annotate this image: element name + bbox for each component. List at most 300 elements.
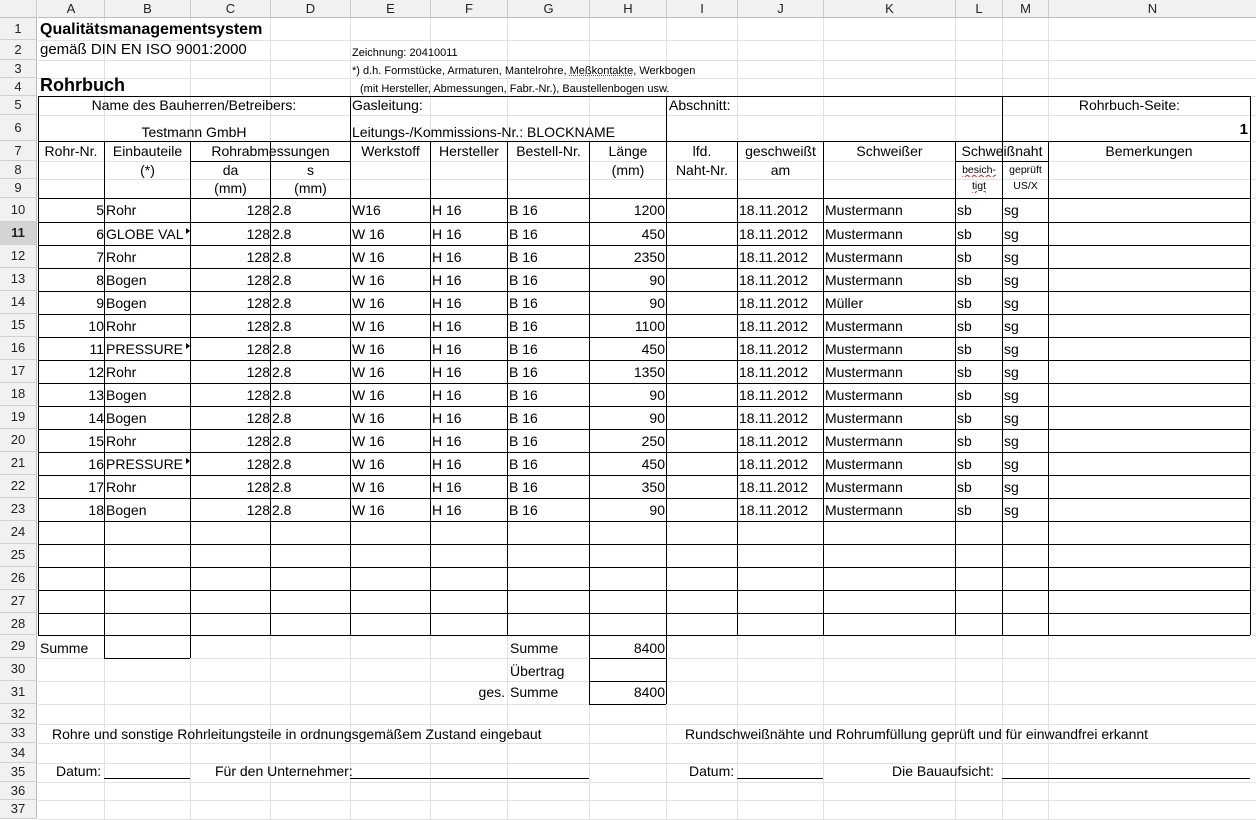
cell-einbauteil[interactable]: Rohr bbox=[106, 364, 137, 380]
cell-hersteller[interactable]: H 16 bbox=[432, 202, 462, 218]
cell-rohr-nr[interactable]: 18 bbox=[88, 502, 104, 518]
cell-bestell-nr[interactable]: B 16 bbox=[509, 295, 538, 311]
cell-s[interactable]: 2.8 bbox=[272, 410, 292, 426]
row-header-20[interactable]: 20 bbox=[0, 429, 37, 452]
cell-da[interactable]: 128 bbox=[246, 318, 270, 334]
cell-besichtigt[interactable]: sb bbox=[957, 202, 972, 218]
gridline-h bbox=[38, 743, 1256, 744]
border-v bbox=[430, 141, 431, 635]
cell-rohr-nr[interactable]: 10 bbox=[88, 318, 104, 334]
cell-laenge[interactable]: 90 bbox=[649, 295, 665, 311]
row-header-21[interactable]: 21 bbox=[0, 452, 37, 475]
hdr-werkstoff: Werkstoff bbox=[361, 143, 420, 159]
cell-hersteller[interactable]: H 16 bbox=[432, 272, 462, 288]
cell-s[interactable]: 2.8 bbox=[272, 295, 292, 311]
col-header-G[interactable]: G bbox=[508, 0, 590, 18]
cell-geprueft[interactable]: sg bbox=[1004, 387, 1019, 403]
cell-laenge[interactable]: 1100 bbox=[634, 318, 665, 334]
cell-hersteller[interactable]: H 16 bbox=[432, 479, 462, 495]
owner-value[interactable]: Testmann GmbH bbox=[141, 124, 247, 140]
hdr-am: am bbox=[770, 162, 791, 178]
hdr-da: da bbox=[222, 162, 239, 178]
cell-bestell-nr[interactable]: B 16 bbox=[509, 502, 538, 518]
cell-geschweisst-am[interactable]: 18.11.2012 bbox=[739, 456, 809, 472]
cell-besichtigt[interactable]: sb bbox=[957, 433, 972, 449]
hdr-einbauteile-note: (*) bbox=[140, 162, 155, 178]
row-header-33[interactable]: 33 bbox=[0, 724, 37, 743]
cell-laenge[interactable]: 250 bbox=[641, 433, 665, 449]
cell-werkstoff[interactable]: W 16 bbox=[352, 479, 385, 495]
cell-hersteller[interactable]: H 16 bbox=[432, 387, 462, 403]
row-header-6[interactable]: 6 bbox=[0, 115, 37, 141]
cell-da[interactable]: 128 bbox=[246, 226, 270, 242]
cell-werkstoff[interactable]: W 16 bbox=[352, 456, 385, 472]
cell-rohr-nr[interactable]: 11 bbox=[89, 341, 104, 357]
cell-geschweisst-am[interactable]: 18.11.2012 bbox=[739, 318, 809, 334]
owner-label: Name des Bauherren/Betreibers: bbox=[91, 97, 297, 113]
row-header-11[interactable]: 11 bbox=[0, 222, 37, 245]
cell-s[interactable]: 2.8 bbox=[272, 456, 292, 472]
cell-s[interactable]: 2.8 bbox=[272, 318, 292, 334]
cell-s[interactable]: 2.8 bbox=[272, 341, 292, 357]
summe-label: Summe bbox=[510, 640, 559, 656]
cell-da[interactable]: 128 bbox=[246, 502, 270, 518]
footnote-suffix: , Werkbogen bbox=[633, 65, 696, 77]
supervisor-label: Die Bauaufsicht: bbox=[892, 763, 994, 779]
row-header-25[interactable]: 25 bbox=[0, 544, 37, 567]
ges-summe-value[interactable]: 8400 bbox=[633, 684, 665, 700]
border-h bbox=[38, 268, 1250, 269]
border-h bbox=[38, 452, 1250, 453]
row-header-2[interactable]: 2 bbox=[0, 40, 37, 60]
cell-rohr-nr[interactable]: 7 bbox=[96, 249, 104, 265]
cell-bestell-nr[interactable]: B 16 bbox=[509, 479, 538, 495]
cell-geschweisst-am[interactable]: 18.11.2012 bbox=[739, 202, 809, 218]
cell-schweisser[interactable]: Mustermann bbox=[825, 226, 903, 242]
border-h bbox=[38, 475, 1250, 476]
cell-bestell-nr[interactable]: B 16 bbox=[509, 249, 538, 265]
border-v bbox=[823, 141, 824, 635]
cell-laenge[interactable]: 90 bbox=[649, 272, 665, 288]
row-header-34[interactable]: 34 bbox=[0, 743, 37, 763]
cell-bestell-nr[interactable]: B 16 bbox=[509, 364, 538, 380]
summe-value[interactable]: 8400 bbox=[633, 640, 665, 656]
cell-schweisser[interactable]: Mustermann bbox=[825, 410, 903, 426]
cell-rohr-nr[interactable]: 17 bbox=[88, 479, 104, 495]
row-header-5[interactable]: 5 bbox=[0, 96, 37, 115]
cell-s[interactable]: 2.8 bbox=[272, 272, 292, 288]
cell-besichtigt[interactable]: sb bbox=[957, 249, 972, 265]
row-header-29[interactable]: 29 bbox=[0, 635, 37, 658]
cell-einbauteil[interactable]: Bogen bbox=[106, 502, 147, 518]
row-header-22[interactable]: 22 bbox=[0, 475, 37, 498]
hdr-schweissnaht: Schweißnaht bbox=[961, 143, 1043, 159]
cell-besichtigt[interactable]: sb bbox=[957, 502, 972, 518]
cell-besichtigt[interactable]: sb bbox=[957, 295, 972, 311]
gas-line-label: Gasleitung: bbox=[352, 97, 423, 113]
border-h bbox=[38, 291, 1250, 292]
border-h bbox=[104, 635, 190, 636]
footnote-spell-flagged-word: Meßkontakte bbox=[569, 65, 634, 77]
cell-hersteller[interactable]: H 16 bbox=[432, 341, 462, 357]
cell-werkstoff[interactable]: W16 bbox=[352, 202, 381, 218]
cell-werkstoff[interactable]: W 16 bbox=[352, 226, 385, 242]
cell-da[interactable]: 128 bbox=[246, 456, 270, 472]
col-header-H[interactable]: H bbox=[590, 0, 667, 18]
hdr-besichtigt-1: besich- bbox=[962, 164, 996, 176]
cell-da[interactable]: 128 bbox=[246, 387, 270, 403]
cell-geschweisst-am[interactable]: 18.11.2012 bbox=[739, 433, 809, 449]
cell-geschweisst-am[interactable]: 18.11.2012 bbox=[739, 364, 809, 380]
cell-schweisser[interactable]: Mustermann bbox=[825, 456, 903, 472]
row-header-24[interactable]: 24 bbox=[0, 521, 37, 544]
cell-schweisser[interactable]: Mustermann bbox=[825, 479, 903, 495]
border-h bbox=[38, 567, 1250, 568]
cell-besichtigt[interactable]: sb bbox=[957, 364, 972, 380]
row-header-4[interactable]: 4 bbox=[0, 78, 37, 96]
hdr-laenge: Länge bbox=[608, 143, 648, 159]
hdr-s-unit: (mm) bbox=[294, 180, 327, 196]
border-v bbox=[1048, 141, 1049, 635]
cell-besichtigt[interactable]: sb bbox=[957, 226, 972, 242]
border-v bbox=[666, 635, 667, 704]
cell-einbauteil[interactable]: Rohr bbox=[106, 318, 137, 334]
cell-s[interactable]: 2.8 bbox=[272, 433, 292, 449]
cell-besichtigt[interactable]: sb bbox=[957, 318, 972, 334]
border-h bbox=[38, 383, 1250, 384]
cell-bestell-nr[interactable]: B 16 bbox=[509, 387, 538, 403]
cell-einbauteil[interactable]: Rohr bbox=[106, 249, 137, 265]
page-number[interactable]: 1 bbox=[1239, 122, 1248, 138]
col-header-A[interactable]: A bbox=[38, 0, 105, 18]
overflow-arrow-icon bbox=[186, 343, 190, 349]
overflow-arrow-icon bbox=[186, 458, 190, 464]
row-header-37[interactable]: 37 bbox=[0, 800, 37, 819]
row-header-14[interactable]: 14 bbox=[0, 291, 37, 314]
cell-laenge[interactable]: 90 bbox=[649, 502, 665, 518]
cell-rohr-nr[interactable]: 8 bbox=[96, 272, 104, 288]
col-header-N[interactable]: N bbox=[1049, 0, 1256, 18]
hdr-lfd: lfd. bbox=[692, 143, 712, 159]
col-header-J[interactable]: J bbox=[738, 0, 824, 18]
border-h bbox=[38, 498, 1250, 499]
inspection-statement: Rundschweißnähte und Rohrumfüllung geprüft und für einwandfrei erkannt bbox=[685, 726, 1149, 742]
signature-line-datum-right bbox=[737, 778, 823, 779]
cell-da[interactable]: 128 bbox=[246, 272, 270, 288]
cell-werkstoff[interactable]: W 16 bbox=[352, 502, 385, 518]
cell-einbauteil[interactable]: Bogen bbox=[106, 410, 147, 426]
cell-geprueft[interactable]: sg bbox=[1004, 364, 1019, 380]
col-header-F[interactable]: F bbox=[431, 0, 508, 18]
cell-werkstoff[interactable]: W 16 bbox=[352, 249, 385, 265]
hdr-geprueft: geprüft bbox=[1009, 164, 1042, 176]
cell-laenge[interactable]: 450 bbox=[641, 456, 665, 472]
border-v bbox=[104, 141, 105, 635]
border-v bbox=[270, 141, 271, 635]
hdr-bestell-nr: Bestell-Nr. bbox=[516, 143, 581, 159]
drawing-number: Zeichnung: 20410011 bbox=[352, 47, 458, 59]
row-header-9[interactable]: 9 bbox=[0, 179, 37, 198]
row-header-16[interactable]: 16 bbox=[0, 337, 37, 360]
cell-s[interactable]: 2.8 bbox=[272, 249, 292, 265]
line-number-label[interactable]: Leitungs-/Kommissions-Nr.: BLOCKNAME bbox=[352, 124, 615, 140]
gridline-h bbox=[38, 800, 1256, 801]
col-header-I[interactable]: I bbox=[667, 0, 738, 18]
cell-bestell-nr[interactable]: B 16 bbox=[509, 341, 538, 357]
row-header-28[interactable]: 28 bbox=[0, 613, 37, 635]
cell-rohr-nr[interactable]: 6 bbox=[96, 226, 104, 242]
border-h bbox=[38, 429, 1250, 430]
cell-schweisser[interactable]: Mustermann bbox=[825, 249, 903, 265]
border-h bbox=[38, 314, 1250, 315]
row-header-15[interactable]: 15 bbox=[0, 314, 37, 337]
hdr-laenge-unit: (mm) bbox=[611, 162, 645, 178]
row-header-32[interactable]: 32 bbox=[0, 704, 37, 724]
cell-schweisser[interactable]: Mustermann bbox=[825, 272, 903, 288]
row-header-7[interactable]: 7 bbox=[0, 141, 37, 161]
cell-laenge[interactable]: 90 bbox=[649, 410, 665, 426]
cell-schweisser[interactable]: Mustermann bbox=[825, 364, 903, 380]
row-header-23[interactable]: 23 bbox=[0, 498, 37, 521]
cell-einbauteil[interactable]: Rohr bbox=[106, 433, 137, 449]
cell-bestell-nr[interactable]: B 16 bbox=[509, 226, 538, 242]
border-h bbox=[38, 141, 1250, 142]
hdr-einbauteile: Einbauteile bbox=[112, 143, 183, 159]
row-header-10[interactable]: 10 bbox=[0, 198, 37, 222]
cell-da[interactable]: 128 bbox=[246, 364, 270, 380]
border-v bbox=[507, 141, 508, 635]
col-header-K[interactable]: K bbox=[824, 0, 956, 18]
cell-da[interactable]: 128 bbox=[246, 479, 270, 495]
cell-hersteller[interactable]: H 16 bbox=[432, 226, 462, 242]
cell-werkstoff[interactable]: W 16 bbox=[352, 433, 385, 449]
col-header-D[interactable]: D bbox=[271, 0, 351, 18]
cell-bestell-nr[interactable]: B 16 bbox=[509, 433, 538, 449]
row-header-36[interactable]: 36 bbox=[0, 782, 37, 800]
cell-rohr-nr[interactable]: 14 bbox=[88, 410, 104, 426]
cell-schweisser[interactable]: Mustermann bbox=[825, 318, 903, 334]
cell-hersteller[interactable]: H 16 bbox=[432, 502, 462, 518]
cell-laenge[interactable]: 450 bbox=[641, 226, 665, 242]
cell-rohr-nr[interactable]: 5 bbox=[96, 202, 104, 218]
cell-einbauteil[interactable]: PRESSURE bbox=[106, 341, 184, 357]
border-h bbox=[38, 337, 1250, 338]
col-header-E[interactable]: E bbox=[351, 0, 431, 18]
cell-rohr-nr[interactable]: 15 bbox=[88, 433, 104, 449]
cell-geschweisst-am[interactable]: 18.11.2012 bbox=[739, 295, 809, 311]
cell-da[interactable]: 128 bbox=[246, 295, 270, 311]
doc-subtitle: gemäß DIN EN ISO 9001:2000 bbox=[40, 41, 247, 58]
cell-geschweisst-am[interactable]: 18.11.2012 bbox=[739, 410, 809, 426]
border-v bbox=[350, 96, 351, 635]
cell-geprueft[interactable]: sg bbox=[1004, 502, 1019, 518]
cell-rohr-nr[interactable]: 16 bbox=[88, 456, 104, 472]
col-header-M[interactable]: M bbox=[1003, 0, 1049, 18]
cell-laenge[interactable]: 1200 bbox=[633, 202, 665, 218]
cell-da[interactable]: 128 bbox=[246, 202, 270, 218]
cell-geprueft[interactable]: sg bbox=[1004, 479, 1019, 495]
cell-besichtigt[interactable]: sb bbox=[957, 387, 972, 403]
border-h bbox=[104, 658, 190, 659]
cell-hersteller[interactable]: H 16 bbox=[432, 249, 462, 265]
hdr-schweisser: Schweißer bbox=[856, 143, 923, 159]
cell-geschweisst-am[interactable]: 18.11.2012 bbox=[739, 387, 809, 403]
row-header-31[interactable]: 31 bbox=[0, 681, 37, 704]
cell-werkstoff[interactable]: W 16 bbox=[352, 295, 385, 311]
cell-bestell-nr[interactable]: B 16 bbox=[509, 456, 538, 472]
row-header-26[interactable]: 26 bbox=[0, 567, 37, 590]
row-header-27[interactable]: 27 bbox=[0, 590, 37, 613]
col-header-B[interactable]: B bbox=[105, 0, 191, 18]
row-header-1[interactable]: 1 bbox=[0, 18, 37, 40]
gridline-h bbox=[38, 724, 1256, 725]
cell-geprueft[interactable]: sg bbox=[1004, 295, 1019, 311]
cell-bestell-nr[interactable]: B 16 bbox=[509, 410, 538, 426]
border-h bbox=[589, 681, 666, 682]
cell-geprueft[interactable]: sg bbox=[1004, 318, 1019, 334]
cell-s[interactable]: 2.8 bbox=[272, 364, 292, 380]
cell-einbauteil[interactable]: PRESSURE bbox=[106, 456, 184, 472]
cell-einbauteil[interactable]: Rohr bbox=[106, 202, 137, 218]
gridline-h bbox=[38, 115, 1256, 116]
cell-geprueft[interactable]: sg bbox=[1004, 433, 1019, 449]
cell-hersteller[interactable]: H 16 bbox=[432, 433, 462, 449]
table-right-border bbox=[1250, 96, 1251, 635]
cell-werkstoff[interactable]: W 16 bbox=[352, 387, 385, 403]
cell-laenge[interactable]: 450 bbox=[641, 341, 665, 357]
cell-rohr-nr[interactable]: 9 bbox=[96, 295, 104, 311]
row-header-12[interactable]: 12 bbox=[0, 245, 37, 268]
border-h bbox=[38, 222, 1250, 223]
cell-einbauteil[interactable]: Bogen bbox=[106, 387, 147, 403]
cell-hersteller[interactable]: H 16 bbox=[432, 295, 462, 311]
cell-besichtigt[interactable]: sb bbox=[957, 479, 972, 495]
cell-hersteller[interactable]: H 16 bbox=[432, 364, 462, 380]
cell-einbauteil[interactable]: Bogen bbox=[106, 295, 147, 311]
gridline-h bbox=[38, 782, 1256, 783]
cell-besichtigt[interactable]: sb bbox=[957, 410, 972, 426]
cell-rohr-nr[interactable]: 12 bbox=[88, 364, 104, 380]
cell-geprueft[interactable]: sg bbox=[1004, 456, 1019, 472]
cell-geschweisst-am[interactable]: 18.11.2012 bbox=[739, 479, 809, 495]
col-header-C[interactable]: C bbox=[191, 0, 271, 18]
hdr-da-unit: (mm) bbox=[214, 180, 247, 196]
cell-bestell-nr[interactable]: B 16 bbox=[509, 272, 538, 288]
row-header-35[interactable]: 35 bbox=[0, 763, 37, 782]
hdr-bemerkungen: Bemerkungen bbox=[1105, 143, 1193, 159]
cell-schweisser[interactable]: Mustermann bbox=[825, 433, 903, 449]
cell-laenge[interactable]: 1350 bbox=[633, 364, 665, 380]
cell-schweisser[interactable]: Mustermann bbox=[825, 502, 903, 518]
cell-da[interactable]: 128 bbox=[246, 410, 270, 426]
cell-s[interactable]: 2.8 bbox=[272, 226, 292, 242]
cell-bestell-nr[interactable]: B 16 bbox=[509, 318, 538, 334]
cell-werkstoff[interactable]: W 16 bbox=[352, 341, 385, 357]
cell-da[interactable]: 128 bbox=[246, 249, 270, 265]
hdr-us-x: US/X bbox=[1013, 180, 1038, 192]
cell-da[interactable]: 128 bbox=[246, 433, 270, 449]
cell-geprueft[interactable]: sg bbox=[1004, 226, 1019, 242]
cell-schweisser[interactable]: Müller bbox=[825, 295, 864, 311]
cell-hersteller[interactable]: H 16 bbox=[432, 318, 462, 334]
row-header-19[interactable]: 19 bbox=[0, 406, 37, 429]
cell-s[interactable]: 2.8 bbox=[272, 202, 292, 218]
cell-s[interactable]: 2.8 bbox=[272, 387, 292, 403]
cell-geprueft[interactable]: sg bbox=[1004, 272, 1019, 288]
cell-werkstoff[interactable]: W 16 bbox=[352, 364, 385, 380]
cell-laenge[interactable]: 90 bbox=[649, 387, 665, 403]
cell-rohr-nr[interactable]: 13 bbox=[88, 387, 104, 403]
cell-hersteller[interactable]: H 16 bbox=[432, 410, 462, 426]
cell-einbauteil[interactable]: GLOBE VAL bbox=[106, 226, 184, 242]
row-header-8[interactable]: 8 bbox=[0, 161, 37, 179]
cell-geschweisst-am[interactable]: 18.11.2012 bbox=[739, 249, 809, 265]
cell-geschweisst-am[interactable]: 18.11.2012 bbox=[739, 502, 809, 518]
cell-da[interactable]: 128 bbox=[246, 341, 270, 357]
cell-besichtigt[interactable]: sb bbox=[957, 456, 972, 472]
page-label: Rohrbuch-Seite: bbox=[1078, 97, 1180, 113]
cell-geprueft[interactable]: sg bbox=[1004, 341, 1019, 357]
cell-werkstoff[interactable]: W 16 bbox=[352, 272, 385, 288]
hdr-geschweisst: geschweißt bbox=[745, 143, 816, 159]
footnote-line-1 bbox=[352, 63, 695, 79]
row-header-18[interactable]: 18 bbox=[0, 383, 37, 406]
cell-geschweisst-am[interactable]: 18.11.2012 bbox=[739, 272, 809, 288]
cell-hersteller[interactable]: H 16 bbox=[432, 456, 462, 472]
cell-besichtigt[interactable]: sb bbox=[957, 341, 972, 357]
gridline-h bbox=[38, 60, 1256, 61]
footnote-prefix: *) d.h. Formstücke, Armaturen, Mantelrohre, bbox=[352, 65, 570, 77]
cell-besichtigt[interactable]: sb bbox=[957, 272, 972, 288]
row-header-30[interactable]: 30 bbox=[0, 658, 37, 681]
cell-s[interactable]: 2.8 bbox=[272, 479, 292, 495]
uebertrag-label: Übertrag bbox=[510, 663, 565, 679]
cell-schweisser[interactable]: Mustermann bbox=[825, 341, 903, 357]
hdr-hersteller: Hersteller bbox=[439, 143, 499, 159]
cell-einbauteil[interactable]: Bogen bbox=[106, 272, 147, 288]
border-h bbox=[589, 658, 666, 659]
select-all-corner[interactable] bbox=[0, 0, 37, 18]
hdr-rohrabmessungen: Rohrabmessungen bbox=[211, 143, 330, 159]
ges-summe-label: Summe bbox=[510, 684, 559, 700]
book-title: Rohrbuch bbox=[40, 75, 125, 95]
doc-title: Qualitätsmanagementsystem bbox=[40, 21, 263, 38]
cell-laenge[interactable]: 2350 bbox=[633, 249, 665, 265]
row-header-13[interactable]: 13 bbox=[0, 268, 37, 291]
cell-geprueft[interactable]: sg bbox=[1004, 249, 1019, 265]
datum-label-right: Datum: bbox=[689, 763, 735, 779]
cell-bestell-nr[interactable]: B 16 bbox=[509, 202, 538, 218]
row-header-17[interactable]: 17 bbox=[0, 360, 37, 383]
cell-geprueft[interactable]: sg bbox=[1004, 410, 1019, 426]
cell-s[interactable]: 2.8 bbox=[272, 502, 292, 518]
border-h bbox=[38, 544, 1250, 545]
cell-geschweisst-am[interactable]: 18.11.2012 bbox=[739, 341, 809, 357]
cell-schweisser[interactable]: Mustermann bbox=[825, 202, 903, 218]
cell-schweisser[interactable]: Mustermann bbox=[825, 387, 903, 403]
ges-label: ges. bbox=[478, 684, 505, 700]
cell-geprueft[interactable]: sg bbox=[1004, 202, 1019, 218]
footnote-line-2: (mit Hersteller, Abmessungen, Fabr.-Nr.), Baustellenbogen usw. bbox=[360, 83, 670, 95]
row-header-3[interactable]: 3 bbox=[0, 60, 37, 78]
cell-laenge[interactable]: 350 bbox=[641, 479, 665, 495]
cell-einbauteil[interactable]: Rohr bbox=[106, 479, 137, 495]
col-header-L[interactable]: L bbox=[956, 0, 1003, 18]
cell-geschweisst-am[interactable]: 18.11.2012 bbox=[739, 226, 809, 242]
cell-werkstoff[interactable]: W 16 bbox=[352, 410, 385, 426]
border-v bbox=[737, 141, 738, 635]
cell-werkstoff[interactable]: W 16 bbox=[352, 318, 385, 334]
